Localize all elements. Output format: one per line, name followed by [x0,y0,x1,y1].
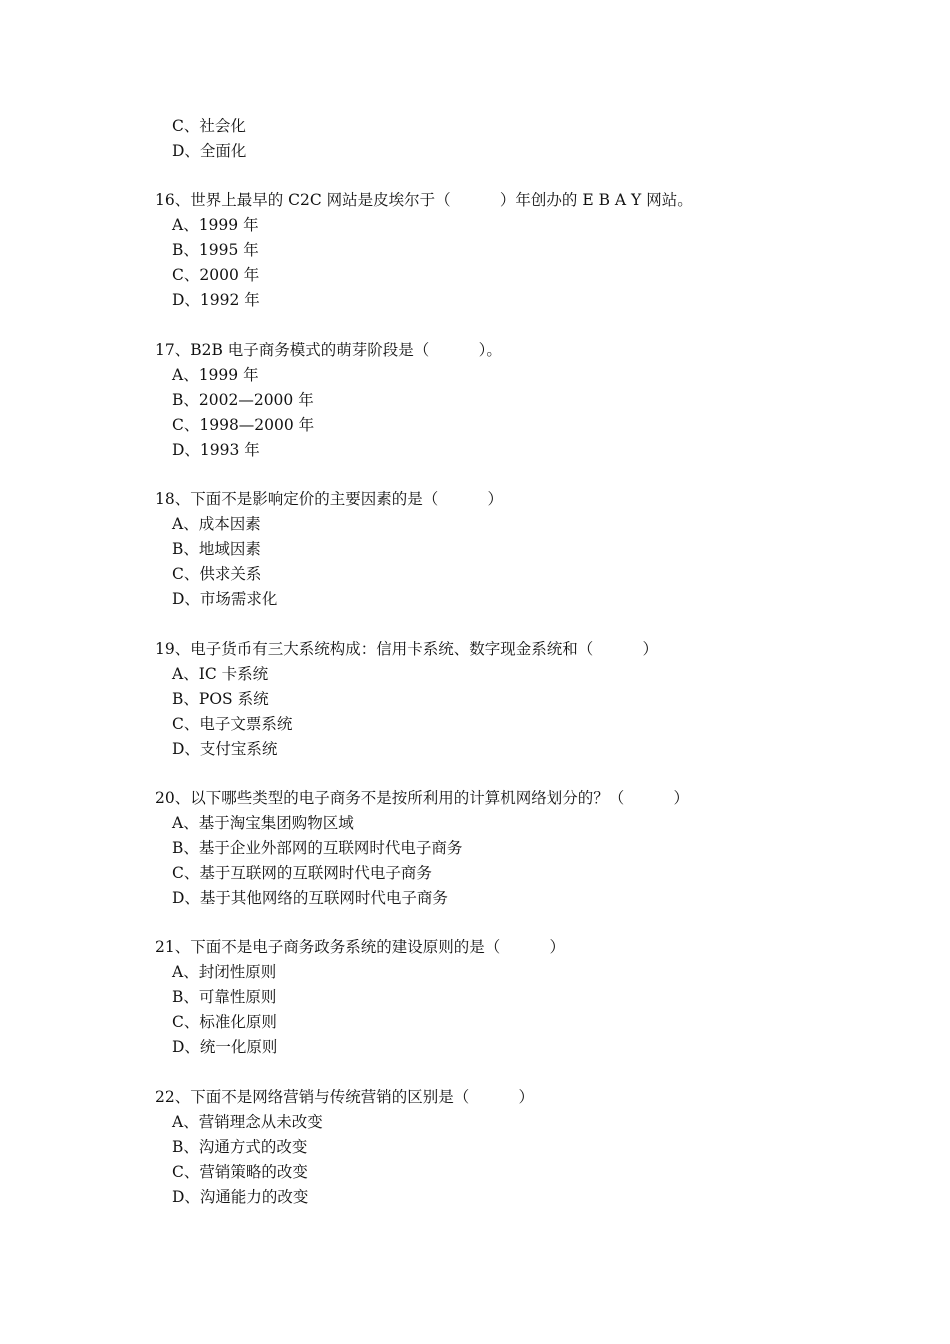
option-16-c: C、2000 年 [172,266,260,284]
question-19-stem: 19、电子货币有三大系统构成：信用卡系统、数字现金系统和（ ） [155,640,658,658]
option-19-d: D、支付宝系统 [172,740,278,758]
option-22-c: C、营销策略的改变 [172,1163,308,1181]
option-22-a: A、营销理念从未改变 [172,1113,323,1131]
option-21-a: A、封闭性原则 [172,963,277,981]
option-19-b: B、POS 系统 [172,690,269,708]
option-20-c: C、基于互联网的互联网时代电子商务 [172,864,432,882]
option-18-b: B、地域因素 [172,540,261,558]
option-17-a: A、1999 年 [172,366,259,384]
option-19-a: A、IC 卡系统 [172,665,269,683]
option-20-a: A、基于淘宝集团购物区域 [172,814,354,832]
option-16-a: A、1999 年 [172,216,259,234]
option-16-b: B、1995 年 [172,241,259,259]
question-20-stem: 20、以下哪些类型的电子商务不是按所利用的计算机网络划分的？（ ） [155,789,689,807]
option-18-c: C、供求关系 [172,565,262,583]
option-16-d: D、1992 年 [172,291,260,309]
option-15-c: C、社会化 [172,117,246,135]
option-18-a: A、成本因素 [172,515,261,533]
option-22-d: D、沟通能力的改变 [172,1188,309,1206]
option-17-c: C、1998—2000 年 [172,416,315,434]
option-21-b: B、可靠性原则 [172,988,277,1006]
option-20-d: D、基于其他网络的互联网时代电子商务 [172,889,448,907]
option-19-c: C、电子文票系统 [172,715,293,733]
option-17-d: D、1993 年 [172,441,260,459]
question-21-stem: 21、下面不是电子商务政务系统的建设原则的是（ ） [155,938,565,956]
option-21-d: D、统一化原则 [172,1038,278,1056]
question-18-stem: 18、下面不是影响定价的主要因素的是（ ） [155,490,503,508]
option-20-b: B、基于企业外部网的互联网时代电子商务 [172,839,463,857]
option-15-d: D、全面化 [172,142,247,160]
question-22-stem: 22、下面不是网络营销与传统营销的区别是（ ） [155,1088,534,1106]
option-17-b: B、2002—2000 年 [172,391,314,409]
question-16-stem: 16、世界上最早的 C2C 网站是皮埃尔于（ ）年创办的 E B A Y 网站。 [155,191,693,209]
question-17-stem: 17、B2B 电子商务模式的萌芽阶段是（ ）。 [155,341,502,359]
option-18-d: D、市场需求化 [172,590,278,608]
option-21-c: C、标准化原则 [172,1013,277,1031]
option-22-b: B、沟通方式的改变 [172,1138,308,1156]
